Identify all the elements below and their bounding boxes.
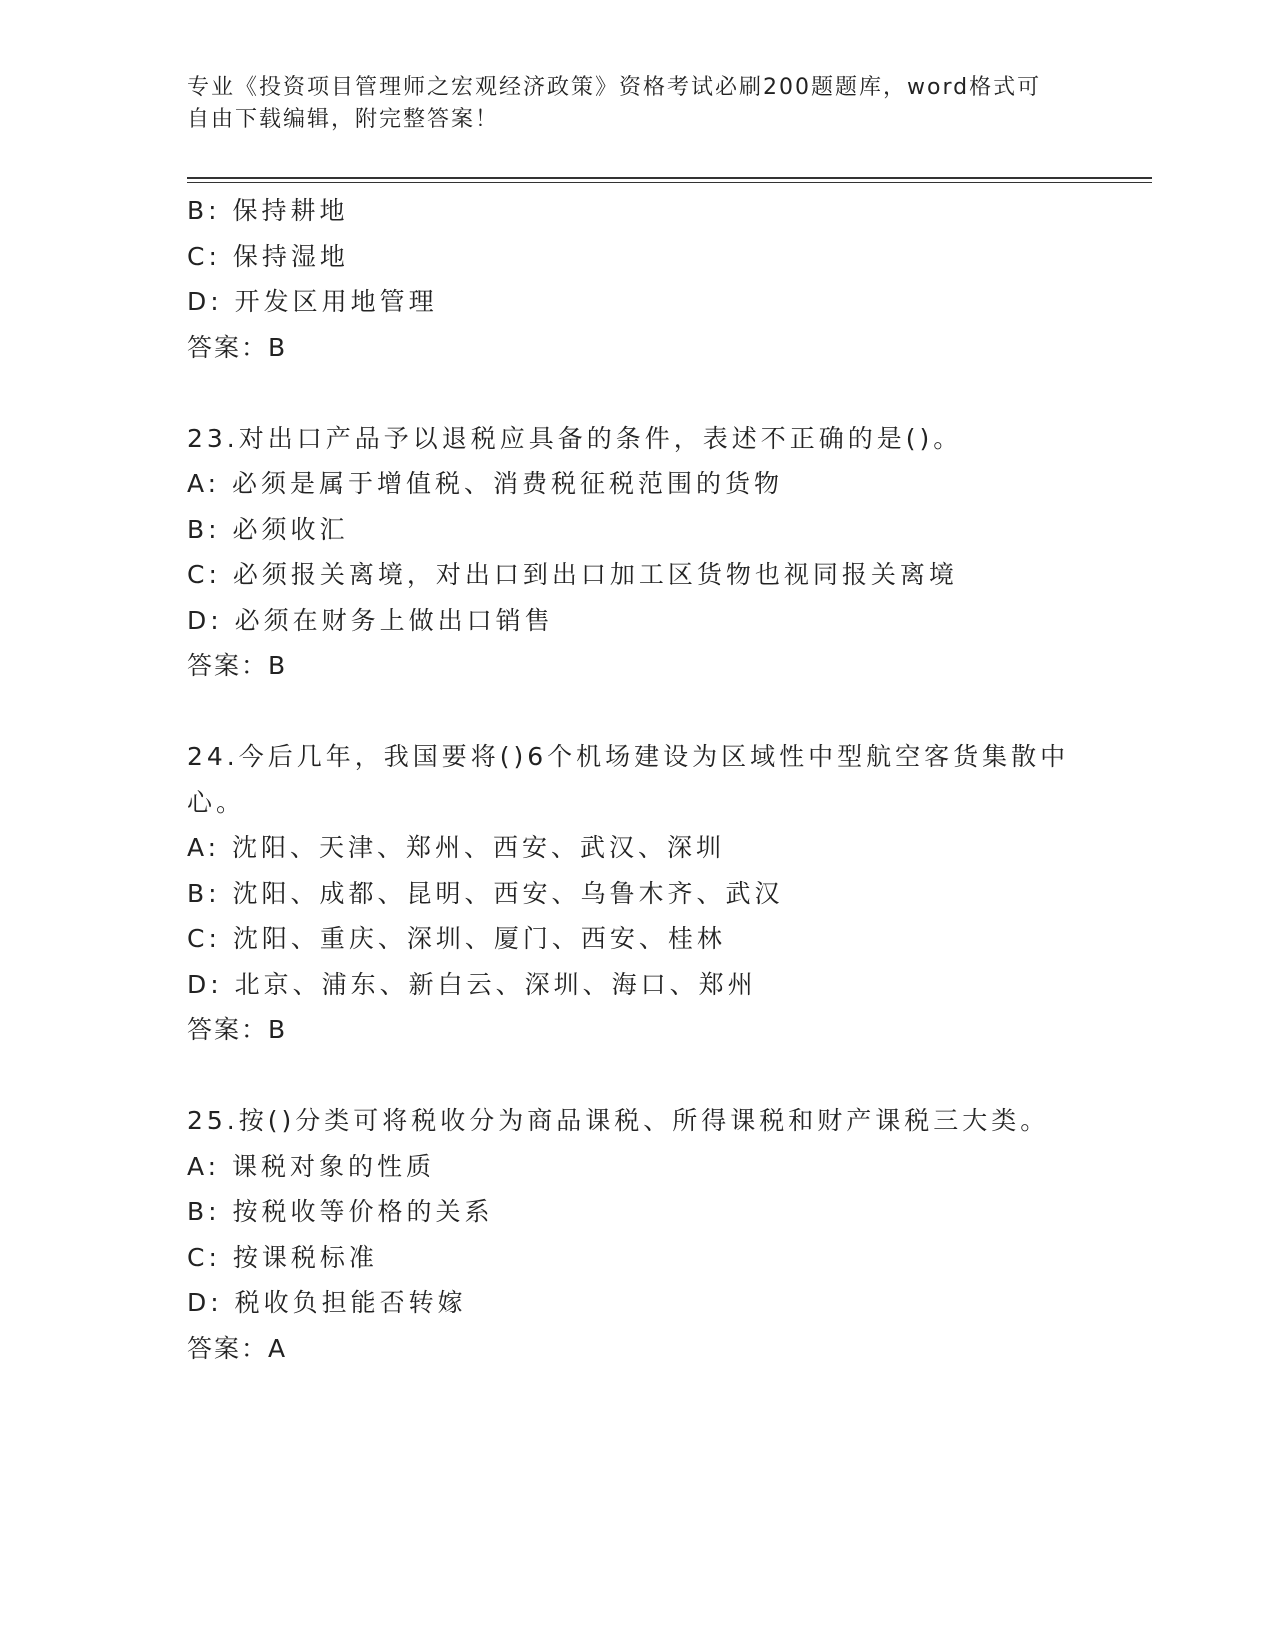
question-text: 25.按()分类可将税收分为商品课税、所得课税和财产课税三大类。 bbox=[187, 1106, 1050, 1135]
option-b: B: 必须收汇 bbox=[187, 514, 349, 544]
question-23 bbox=[187, 416, 1087, 689]
option-a: A: 课税对象的性质 bbox=[187, 1151, 436, 1181]
option-b: B: 沈阳、成都、昆明、西安、乌鲁木齐、武汉 bbox=[187, 878, 784, 908]
option-c: C: 按课税标准 bbox=[187, 1242, 378, 1272]
page-header bbox=[187, 72, 1067, 136]
question-text: 23.对出口产品予以退税应具备的条件，表述不正确的是()。 bbox=[187, 423, 963, 453]
answer: 答案：B bbox=[187, 651, 288, 680]
option-b: B: 保持耕地 bbox=[187, 196, 349, 225]
option-d: D: 税收负担能否转嫁 bbox=[187, 1288, 467, 1317]
header-divider-thin bbox=[187, 182, 1152, 183]
option-c: C: 保持湿地 bbox=[187, 241, 349, 271]
option-a: A: 必须是属于增值税、消费税征税范围的货物 bbox=[187, 469, 784, 498]
header-divider-thick bbox=[187, 177, 1152, 179]
question-text-line-1: 24.今后几年，我国要将()6个机场建设为区域性中型航空客货集散中 bbox=[187, 742, 1070, 771]
question-text-line-2: 心。 bbox=[187, 787, 246, 817]
option-b: B: 按税收等价格的关系 bbox=[187, 1197, 494, 1226]
header-line-2: 自由下载编辑，附完整答案！ bbox=[187, 107, 500, 132]
spacer bbox=[187, 689, 1087, 735]
spacer bbox=[187, 1053, 1087, 1099]
option-c: C: 必须报关离境，对出口到出口加工区货物也视同报关离境 bbox=[187, 560, 958, 589]
answer: 答案：A bbox=[187, 1333, 288, 1363]
answer: 答案：B bbox=[187, 332, 288, 362]
option-d: D: 开发区用地管理 bbox=[187, 287, 438, 316]
option-a: A: 沈阳、天津、郑州、西安、武汉、深圳 bbox=[187, 833, 726, 862]
spacer bbox=[187, 370, 1087, 416]
question-22 bbox=[187, 188, 1087, 370]
option-c: C: 沈阳、重庆、深圳、厦门、西安、桂林 bbox=[187, 924, 726, 953]
question-24 bbox=[187, 734, 1087, 1053]
question-25 bbox=[187, 1098, 1087, 1371]
answer: 答案：B bbox=[187, 1015, 288, 1044]
header-line-1: 专业《投资项目管理师之宏观经济政策》资格考试必刷200题题库，word格式可 bbox=[187, 75, 1042, 100]
option-d: D: 必须在财务上做出口销售 bbox=[187, 605, 554, 635]
option-d: D: 北京、浦东、新白云、深圳、海口、郑州 bbox=[187, 969, 757, 999]
question-list bbox=[187, 188, 1087, 1371]
